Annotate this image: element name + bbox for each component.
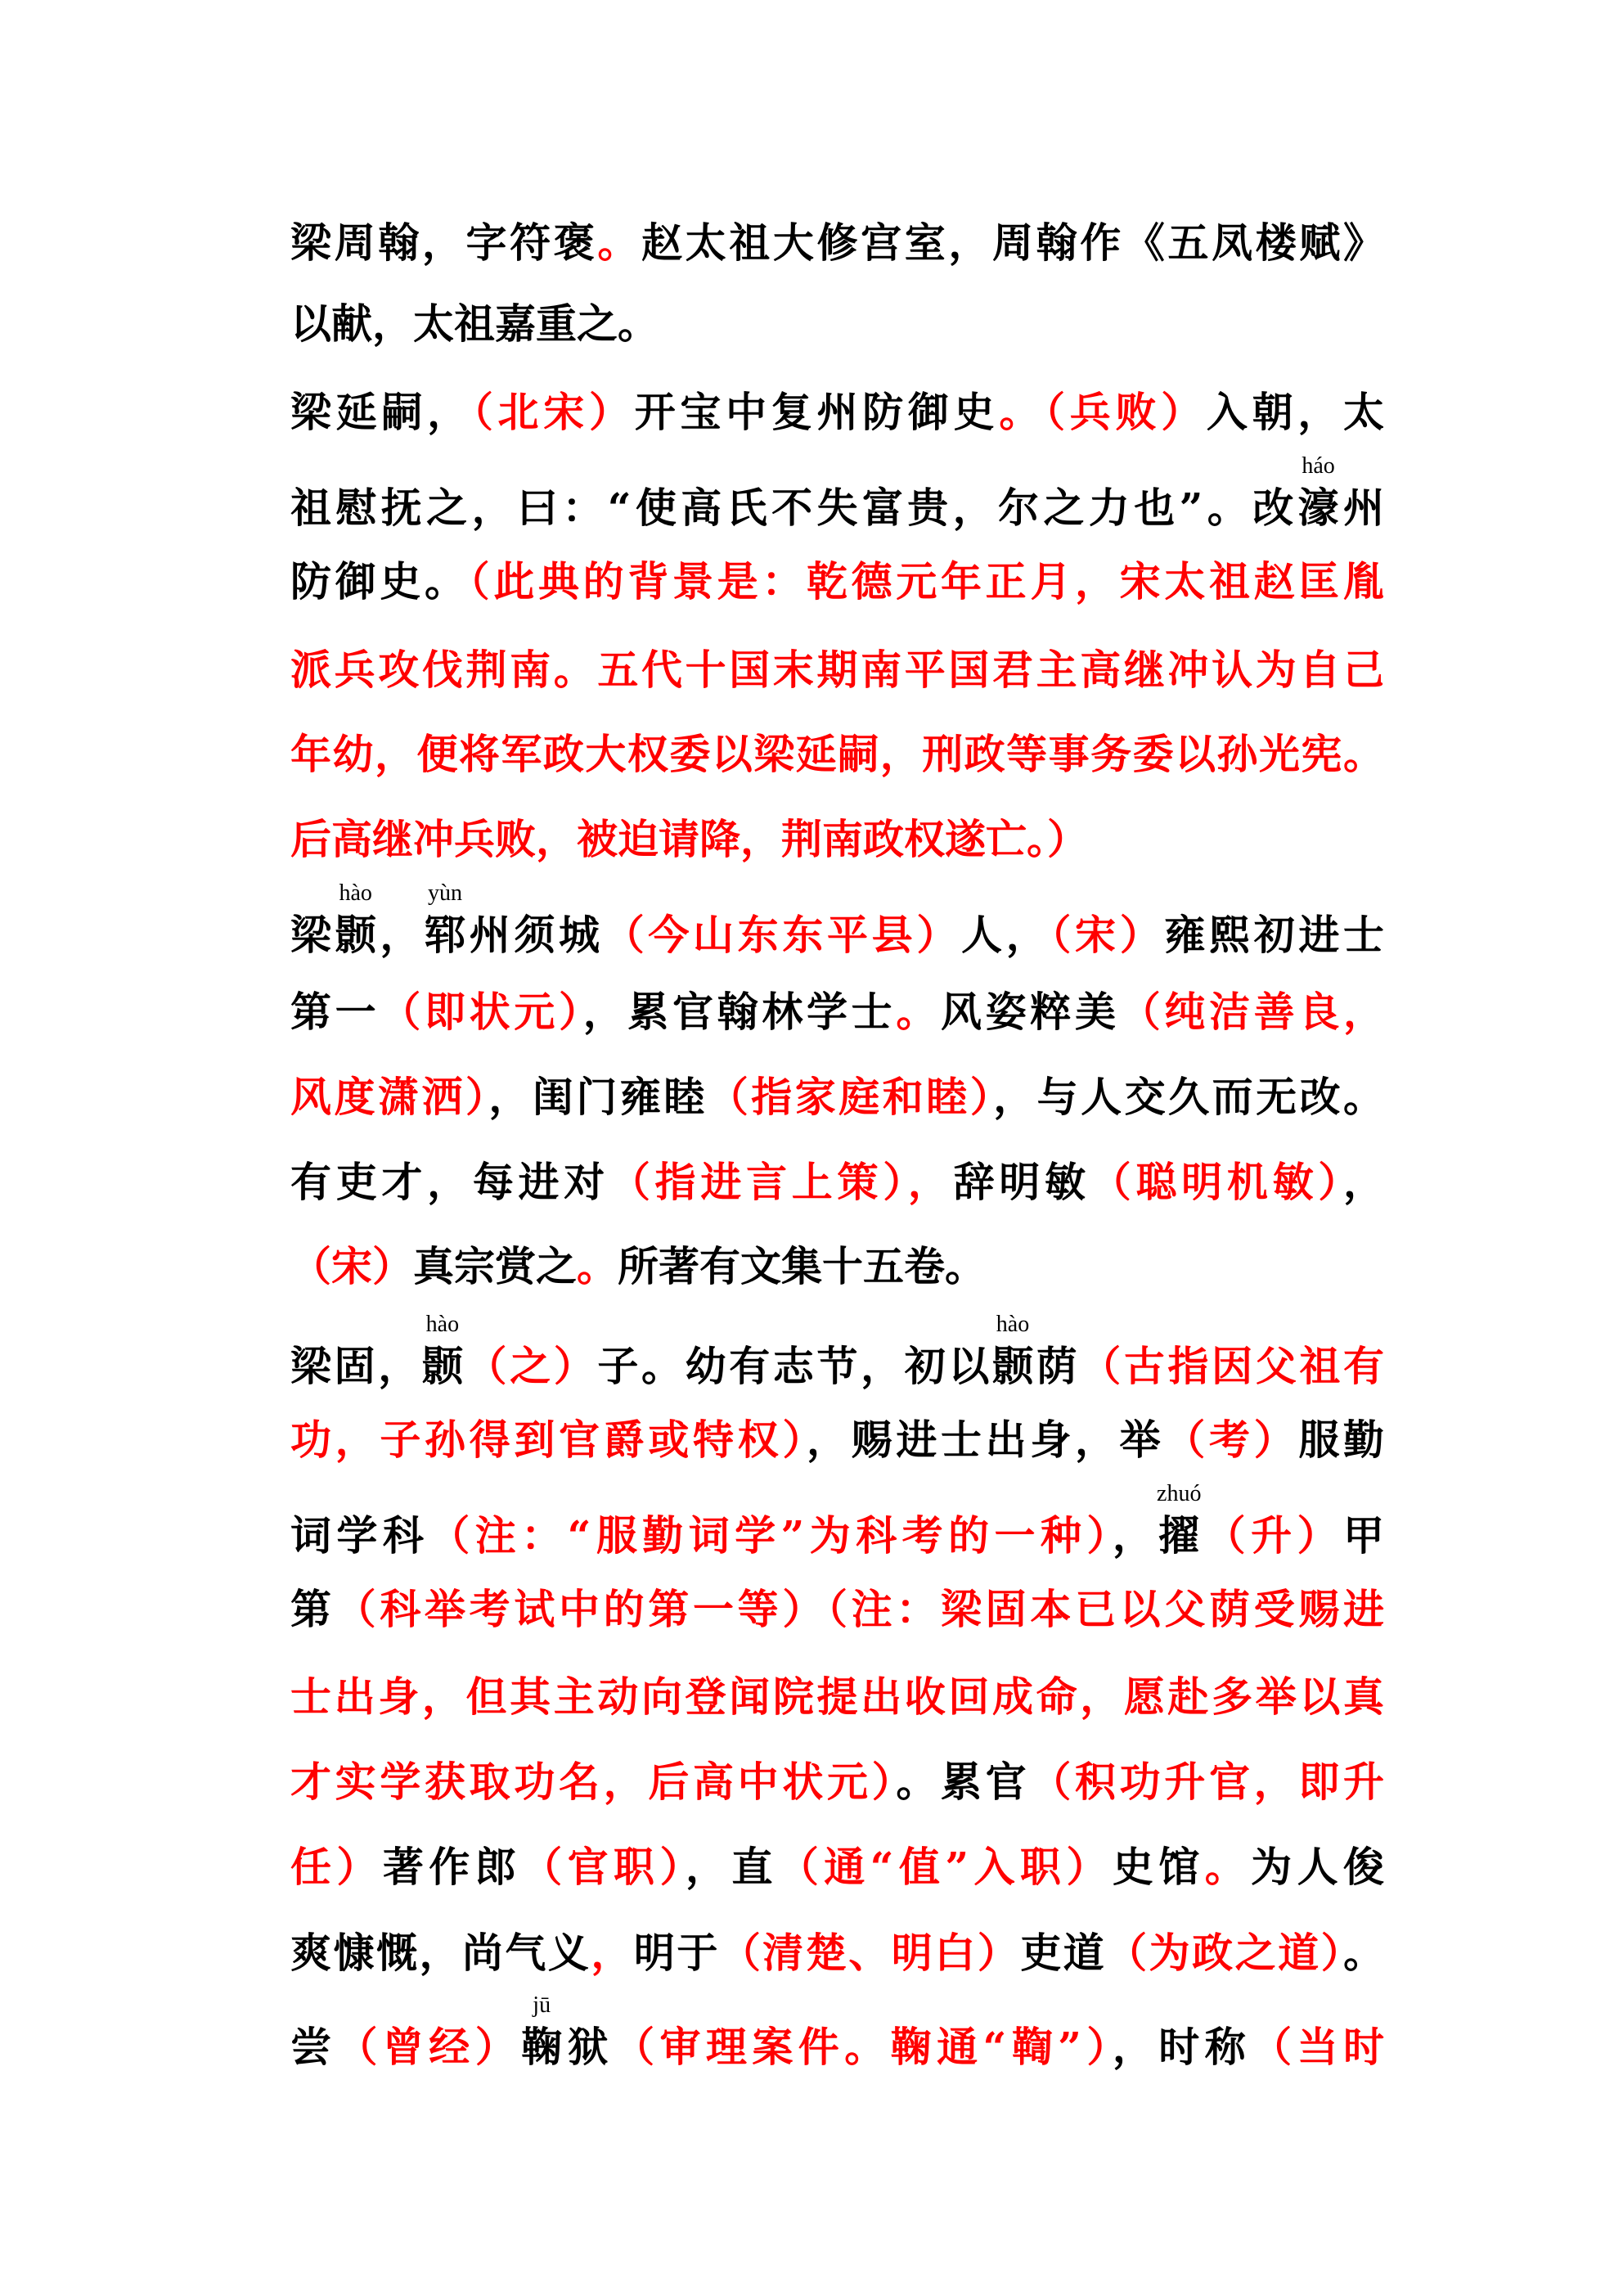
body-text: 服勤 (1298, 1416, 1385, 1464)
body-text: 吏道 (1020, 1929, 1107, 1977)
body-text: 防御史。 (290, 557, 470, 606)
annotation-text: （当时 (1251, 2023, 1385, 2071)
pinyin-annotation: hào (339, 880, 372, 906)
annotation-text: （北宋） (472, 388, 635, 436)
annotated-character (335, 880, 376, 961)
annotation-text: （宋） (1050, 911, 1165, 959)
annotation-text: （曾经） (336, 2023, 522, 2071)
annotation-text: （注：“服勤词学”为科考的一种） (429, 1511, 1113, 1560)
body-text: 为人俊 (1251, 1843, 1385, 1891)
annotation-text: 任） (290, 1843, 383, 1891)
text-line (290, 644, 1384, 696)
body-text: 史馆 (1112, 1843, 1205, 1891)
annotation-text: （今山东东平县） (603, 911, 962, 959)
body-text: ， (1112, 1511, 1159, 1560)
body-text: 以献，太祖嘉重之。 (290, 299, 659, 348)
text-line (290, 556, 1384, 608)
body-text: 赵太祖大修宫室，周翰作《五凤楼赋》 (641, 218, 1384, 267)
pinyin-annotation: zhuó (1157, 1481, 1202, 1506)
body-text: ，与人交久而无改。 (993, 1073, 1385, 1121)
body-text: 州 (1338, 484, 1384, 532)
character: 濠 (1297, 484, 1339, 532)
body-text: 。累官 (896, 1758, 1031, 1806)
text-line (290, 1156, 1384, 1209)
annotation-text: 年幼，便将军政大权委以梁延嗣，刑政等事务委以孙光宪。 (290, 730, 1384, 778)
body-text: 人， (961, 911, 1051, 959)
body-text: 爽慷慨，尚气义 (290, 1929, 591, 1977)
text-line (290, 1671, 1384, 1723)
annotation-text: 。（兵败） (999, 388, 1207, 436)
body-text: 真宗赏之 (413, 1242, 577, 1290)
body-text: 梁周翰，字符褒 (290, 218, 598, 267)
text-line (290, 1414, 1384, 1466)
body-text: ，闺门雍睦 (488, 1073, 708, 1121)
text-line (290, 217, 1384, 269)
annotation-text: 。 (597, 218, 641, 267)
annotation-text: （即状元） (380, 988, 583, 1036)
body-text: 。 (1343, 1929, 1385, 1977)
body-text: 第一 (290, 988, 380, 1036)
body-text: 开宝中复州防御史 (634, 388, 1000, 436)
annotation-text: （指家庭和睦） (707, 1073, 994, 1121)
annotated-character (1157, 1481, 1202, 1562)
character: 郓 (425, 911, 466, 959)
character: 颢 (335, 911, 376, 959)
text-line (290, 1481, 1384, 1562)
annotation-text: （官职） (521, 1843, 686, 1891)
body-text: 甲 (1343, 1511, 1384, 1560)
body-text: 有吏才，每进对 (290, 1158, 609, 1206)
annotation-text: 。 (1204, 1843, 1252, 1891)
character: 颢 (421, 1342, 463, 1390)
text-line (290, 453, 1384, 534)
body-text: ，赐进士出身，举 (807, 1416, 1165, 1464)
text-line (290, 728, 1384, 781)
text-line (290, 986, 1384, 1038)
body-text: 词学科 (290, 1511, 429, 1560)
text-line (290, 1756, 1384, 1808)
text-line (290, 1927, 1384, 1979)
annotation-text: （通“值”入职） (777, 1843, 1113, 1891)
annotated-character (425, 880, 466, 961)
body-text: 荫 (1033, 1342, 1081, 1390)
annotation-text: 功，子孙得到官爵或特权） (290, 1416, 807, 1464)
text-line (290, 813, 1384, 866)
text-line (290, 880, 1385, 961)
body-text: 梁 (290, 911, 335, 959)
pinyin-annotation: hào (425, 1312, 460, 1337)
annotation-text: （为政之道） (1106, 1929, 1344, 1977)
body-text: 所著有文集十五卷。 (618, 1242, 986, 1290)
annotation-text: （考） (1164, 1416, 1299, 1464)
text-line (290, 1992, 1385, 2073)
text-line (290, 386, 1384, 439)
pinyin-annotation: hào (996, 1312, 1030, 1337)
body-text: 第 (290, 1585, 335, 1633)
annotation-text: 后高继冲兵败，被迫请降，荆南政权遂亡。） (290, 815, 1088, 863)
body-text: 梁延嗣， (290, 388, 473, 436)
annotation-text: （指进言上策）， (609, 1158, 954, 1206)
annotation-text: （此典的背景是：乾德元年正月，宋太祖赵匡胤 (469, 557, 1385, 606)
body-text: ，时称 (1112, 2023, 1252, 2071)
body-text: ， (1343, 1158, 1385, 1206)
body-text: 辞明敏 (953, 1158, 1090, 1206)
annotation-text: 派兵攻伐荆南。五代十国末期南平国君主高继冲认为自己 (290, 646, 1384, 694)
annotation-text: （积功升官，即升 (1030, 1758, 1385, 1806)
body-text: 祖慰抚之，曰：“使高氏不失富贵，尔之力也”。改 (290, 484, 1298, 532)
pinyin-annotation: háo (1302, 453, 1335, 479)
annotation-text: （清楚、明白） (719, 1929, 1021, 1977)
body-text: 入朝，太 (1206, 388, 1385, 436)
annotated-character (421, 1312, 463, 1393)
annotation-text: （纯洁善良， (1119, 988, 1385, 1036)
annotation-text: 风度潇洒） (290, 1073, 489, 1121)
text-line (290, 1240, 1384, 1293)
annotation-text: 。 (896, 988, 942, 1036)
annotation-text: 。 (577, 1242, 618, 1290)
body-text: 明于 (633, 1929, 720, 1977)
body-text: 狱 (562, 2023, 614, 2071)
annotated-character (521, 1992, 563, 2073)
body-text: ，累官翰林学士 (582, 988, 897, 1036)
text-line (290, 1841, 1384, 1893)
body-text: 州须城 (465, 911, 604, 959)
annotation-text: （宋） (290, 1242, 413, 1290)
pinyin-annotation: yùn (428, 880, 463, 906)
annotation-text: （升） (1199, 1511, 1343, 1560)
pinyin-annotation: jū (533, 1992, 551, 2018)
annotation-text: ， (591, 1929, 634, 1977)
text-line (290, 1071, 1384, 1123)
annotation-text: （聪明机敏） (1090, 1158, 1344, 1206)
character: 擢 (1158, 1511, 1200, 1560)
annotation-text: 才实学获取功名，后高中状元） (290, 1758, 897, 1806)
body-text: 梁固， (290, 1342, 422, 1390)
character: 鞠 (521, 2023, 563, 2071)
annotation-text: （古指因父祖有 (1080, 1342, 1384, 1390)
annotation-text: （审理案件。鞠通“鞫”） (614, 2023, 1113, 2071)
annotation-text: （科举考试中的第一等）（注：梁固本已以父荫受赐进 (335, 1585, 1385, 1633)
annotation-text: （之） (462, 1342, 598, 1390)
text-line (290, 1312, 1384, 1393)
body-text: ，直 (685, 1843, 778, 1891)
body-text: 著作郎 (382, 1843, 522, 1891)
body-text: 雍熙初进士 (1164, 911, 1385, 959)
annotation-text: 士出身，但其主动向登闻院提出收回成命，愿赴多举以真 (290, 1672, 1384, 1721)
body-text: ， (375, 911, 425, 959)
body-text: 风姿粹美 (941, 988, 1120, 1036)
text-line (290, 298, 1384, 350)
text-line (290, 1583, 1384, 1636)
body-text: 尝 (290, 2023, 337, 2071)
annotated-character (992, 1312, 1033, 1393)
character: 颢 (992, 1342, 1033, 1390)
annotated-character (1297, 453, 1339, 534)
body-text: 子。幼有志节，初以 (597, 1342, 992, 1390)
